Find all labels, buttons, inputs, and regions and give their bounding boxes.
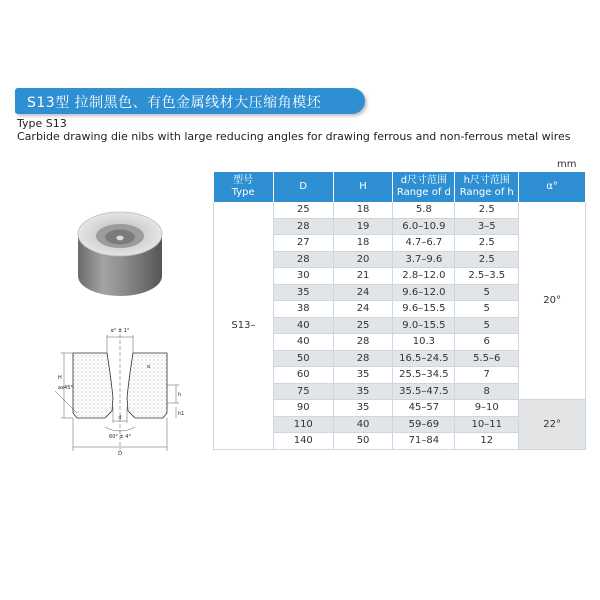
h-header-en: Range of h [459,187,514,198]
h1-label: h1 [178,411,185,417]
cell-h: 8 [455,383,519,400]
cell-d: 5.8 [393,202,455,218]
cell-h: 2.5 [455,251,519,268]
cell-d: 45–57 [393,400,455,417]
cell-H: 18 [333,235,393,252]
cell-H: 25 [333,317,393,334]
cell-d: 16.5–24.5 [393,350,455,367]
col-header-H: H [333,172,393,202]
cell-h: 5.5–6 [455,350,519,367]
cell-D: 27 [273,235,333,252]
cell-h: 5 [455,301,519,318]
technical-drawing [33,323,193,458]
cell-H: 28 [333,334,393,351]
cell-D: 28 [273,251,333,268]
cell-d: 10.3 [393,334,455,351]
cell-H: 20 [333,251,393,268]
cell-H: 19 [333,218,393,235]
cell-h: 3–5 [455,218,519,235]
cell-d: 59–69 [393,416,455,433]
product-description: Carbide drawing die nibs with large reducing angles for drawing ferrous and non-ferrous metal wires [17,130,571,143]
cell-H: 35 [333,400,393,417]
cell-h: 2.5 [455,202,519,218]
cell-D: 28 [273,218,333,235]
cell-d: 71–84 [393,433,455,450]
cell-D: 38 [273,301,333,318]
H-label: H [58,375,62,381]
D-label: D [118,451,122,457]
col-header-d-range [393,172,455,202]
spec-table [213,172,586,450]
cell-D: 40 [273,317,333,334]
type-label: Type S13 [17,117,67,130]
table-header-row [214,172,586,202]
cell-H: 24 [333,284,393,301]
cell-H: 35 [333,383,393,400]
cell-D: 60 [273,367,333,384]
cell-h: 5 [455,317,519,334]
type-header-en: Type [231,187,255,198]
cell-d: 6.0–10.9 [393,218,455,235]
cell-D: 110 [273,416,333,433]
d-header-en: Range of d [396,187,451,198]
h-header-cn: h尺寸范围 [463,175,510,186]
alpha-group-2: 22° [519,400,586,450]
alpha-group-1: 20° [519,202,586,400]
unit-label: mm [557,159,577,170]
col-header-alpha: α° [519,172,586,202]
cell-h: 7 [455,367,519,384]
cell-D: 90 [273,400,333,417]
title-banner [15,88,365,114]
cell-d: 9.6–12.0 [393,284,455,301]
cell-h: 2.5 [455,235,519,252]
cell-h: 2.5–3.5 [455,268,519,285]
h-label: h [178,392,182,398]
col-header-D: D [273,172,333,202]
cell-d: 9.6–15.5 [393,301,455,318]
alpha-tolerance-label: α° ± 1° [110,328,130,334]
cell-H: 40 [333,416,393,433]
cell-H: 50 [333,433,393,450]
col-header-h-range [455,172,519,202]
cell-D: 140 [273,433,333,450]
cell-D: 75 [273,383,333,400]
cell-H: 35 [333,367,393,384]
back-angle-label: 60° ± 4° [109,434,131,440]
type-value: S13– [214,202,274,449]
cell-d: 9.0–15.5 [393,317,455,334]
cell-h: 6 [455,334,519,351]
chamfer-label: ax45° [58,385,73,391]
cell-D: 50 [273,350,333,367]
cell-D: 40 [273,334,333,351]
cell-h: 10–11 [455,416,519,433]
cell-H: 24 [333,301,393,318]
cell-d: 35.5–47.5 [393,383,455,400]
cell-d: 2.8–12.0 [393,268,455,285]
banner-title: S13型 拉制黑色、有色金属线材大压缩角模坯 [27,95,322,111]
cell-D: 25 [273,202,333,218]
col-header-type [214,172,274,202]
d-label: d [118,415,122,421]
cell-h: 5 [455,284,519,301]
table-row [214,202,586,218]
d-header-cn: d尺寸范围 [400,175,448,186]
type-header-cn: 型号 [233,175,254,186]
cell-d: 4.7–6.7 [393,235,455,252]
cell-d: 25.5–34.5 [393,367,455,384]
die-nib-photo [72,206,168,298]
cell-D: 35 [273,284,333,301]
cell-H: 21 [333,268,393,285]
cell-D: 30 [273,268,333,285]
cell-d: 3.7–9.6 [393,251,455,268]
cell-h: 9–10 [455,400,519,417]
cell-h: 12 [455,433,519,450]
alpha-label: α [147,364,151,370]
cell-H: 28 [333,350,393,367]
cell-H: 18 [333,202,393,218]
